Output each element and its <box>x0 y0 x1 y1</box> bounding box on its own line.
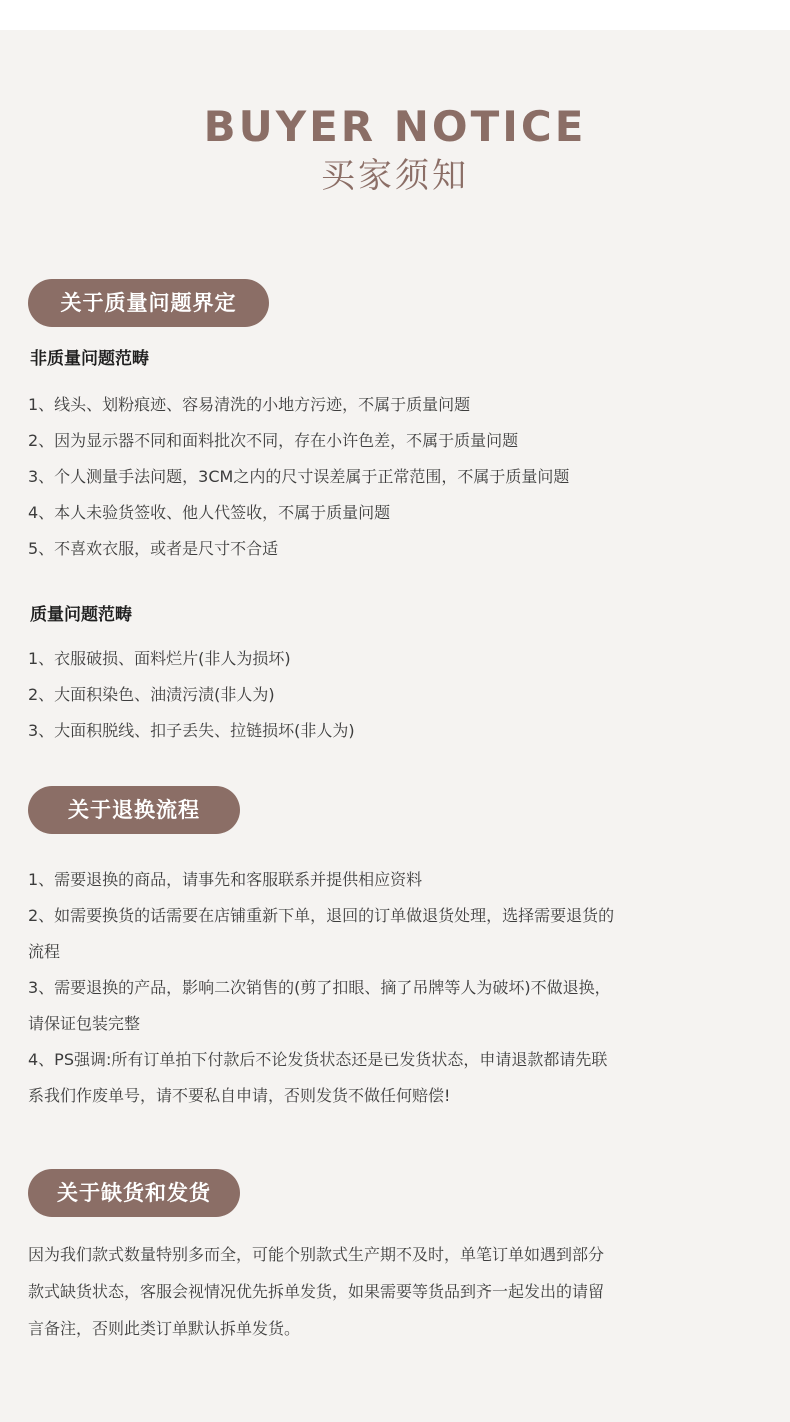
list-item: 1、线头、划粉痕迹、容易清洗的小地方污迹，不属于质量问题 <box>28 395 471 414</box>
page-title-en: BUYER NOTICE <box>203 102 587 151</box>
list-item: 请保证包装完整 <box>28 1014 141 1033</box>
notice-panel <box>0 30 790 1422</box>
list-item: 2、如需要换货的话需要在店铺重新下单，退回的订单做退货处理，选择需要退货的 <box>28 906 615 925</box>
list-item: 4、PS强调:所有订单拍下付款后不论发货状态还是已发货状态，申请退款都请先联 <box>28 1050 608 1069</box>
page-title-cn: 买家须知 <box>321 156 469 196</box>
list-item: 3、个人测量手法问题，3CM之内的尺寸误差属于正常范围，不属于质量问题 <box>28 467 570 486</box>
non-quality-subheading: 非质量问题范畴 <box>30 349 149 369</box>
list-item: 言备注，否则此类订单默认拆单发货。 <box>28 1319 301 1338</box>
quality-subheading: 质量问题范畴 <box>30 605 132 625</box>
list-item: 1、衣服破损、面料烂片(非人为损坏) <box>28 649 291 668</box>
list-item: 3、大面积脱线、扣子丢失、拉链损坏(非人为) <box>28 721 355 740</box>
section-returns-heading: 关于退换流程 <box>28 786 240 834</box>
list-item: 流程 <box>28 942 61 961</box>
list-item: 1、需要退换的商品，请事先和客服联系并提供相应资料 <box>28 870 423 889</box>
list-item: 5、不喜欢衣服，或者是尺寸不合适 <box>28 539 279 558</box>
list-item: 3、需要退换的产品，影响二次销售的(剪了扣眼、摘了吊牌等人为破坏)不做退换， <box>28 978 611 997</box>
list-item: 系我们作废单号，请不要私自申请，否则发货不做任何赔偿! <box>28 1086 451 1105</box>
section-quality-heading: 关于质量问题界定 <box>28 279 269 327</box>
list-item: 2、大面积染色、油渍污渍(非人为) <box>28 685 275 704</box>
list-item: 款式缺货状态，客服会视情况优先拆单发货，如果需要等货品到齐一起发出的请留 <box>28 1282 605 1301</box>
list-item: 因为我们款式数量特别多而全，可能个别款式生产期不及时，单笔订单如遇到部分 <box>28 1245 605 1264</box>
section-shipping-heading: 关于缺货和发货 <box>28 1169 240 1217</box>
list-item: 2、因为显示器不同和面料批次不同，存在小许色差，不属于质量问题 <box>28 431 519 450</box>
list-item: 4、本人未验货签收、他人代签收，不属于质量问题 <box>28 503 391 522</box>
